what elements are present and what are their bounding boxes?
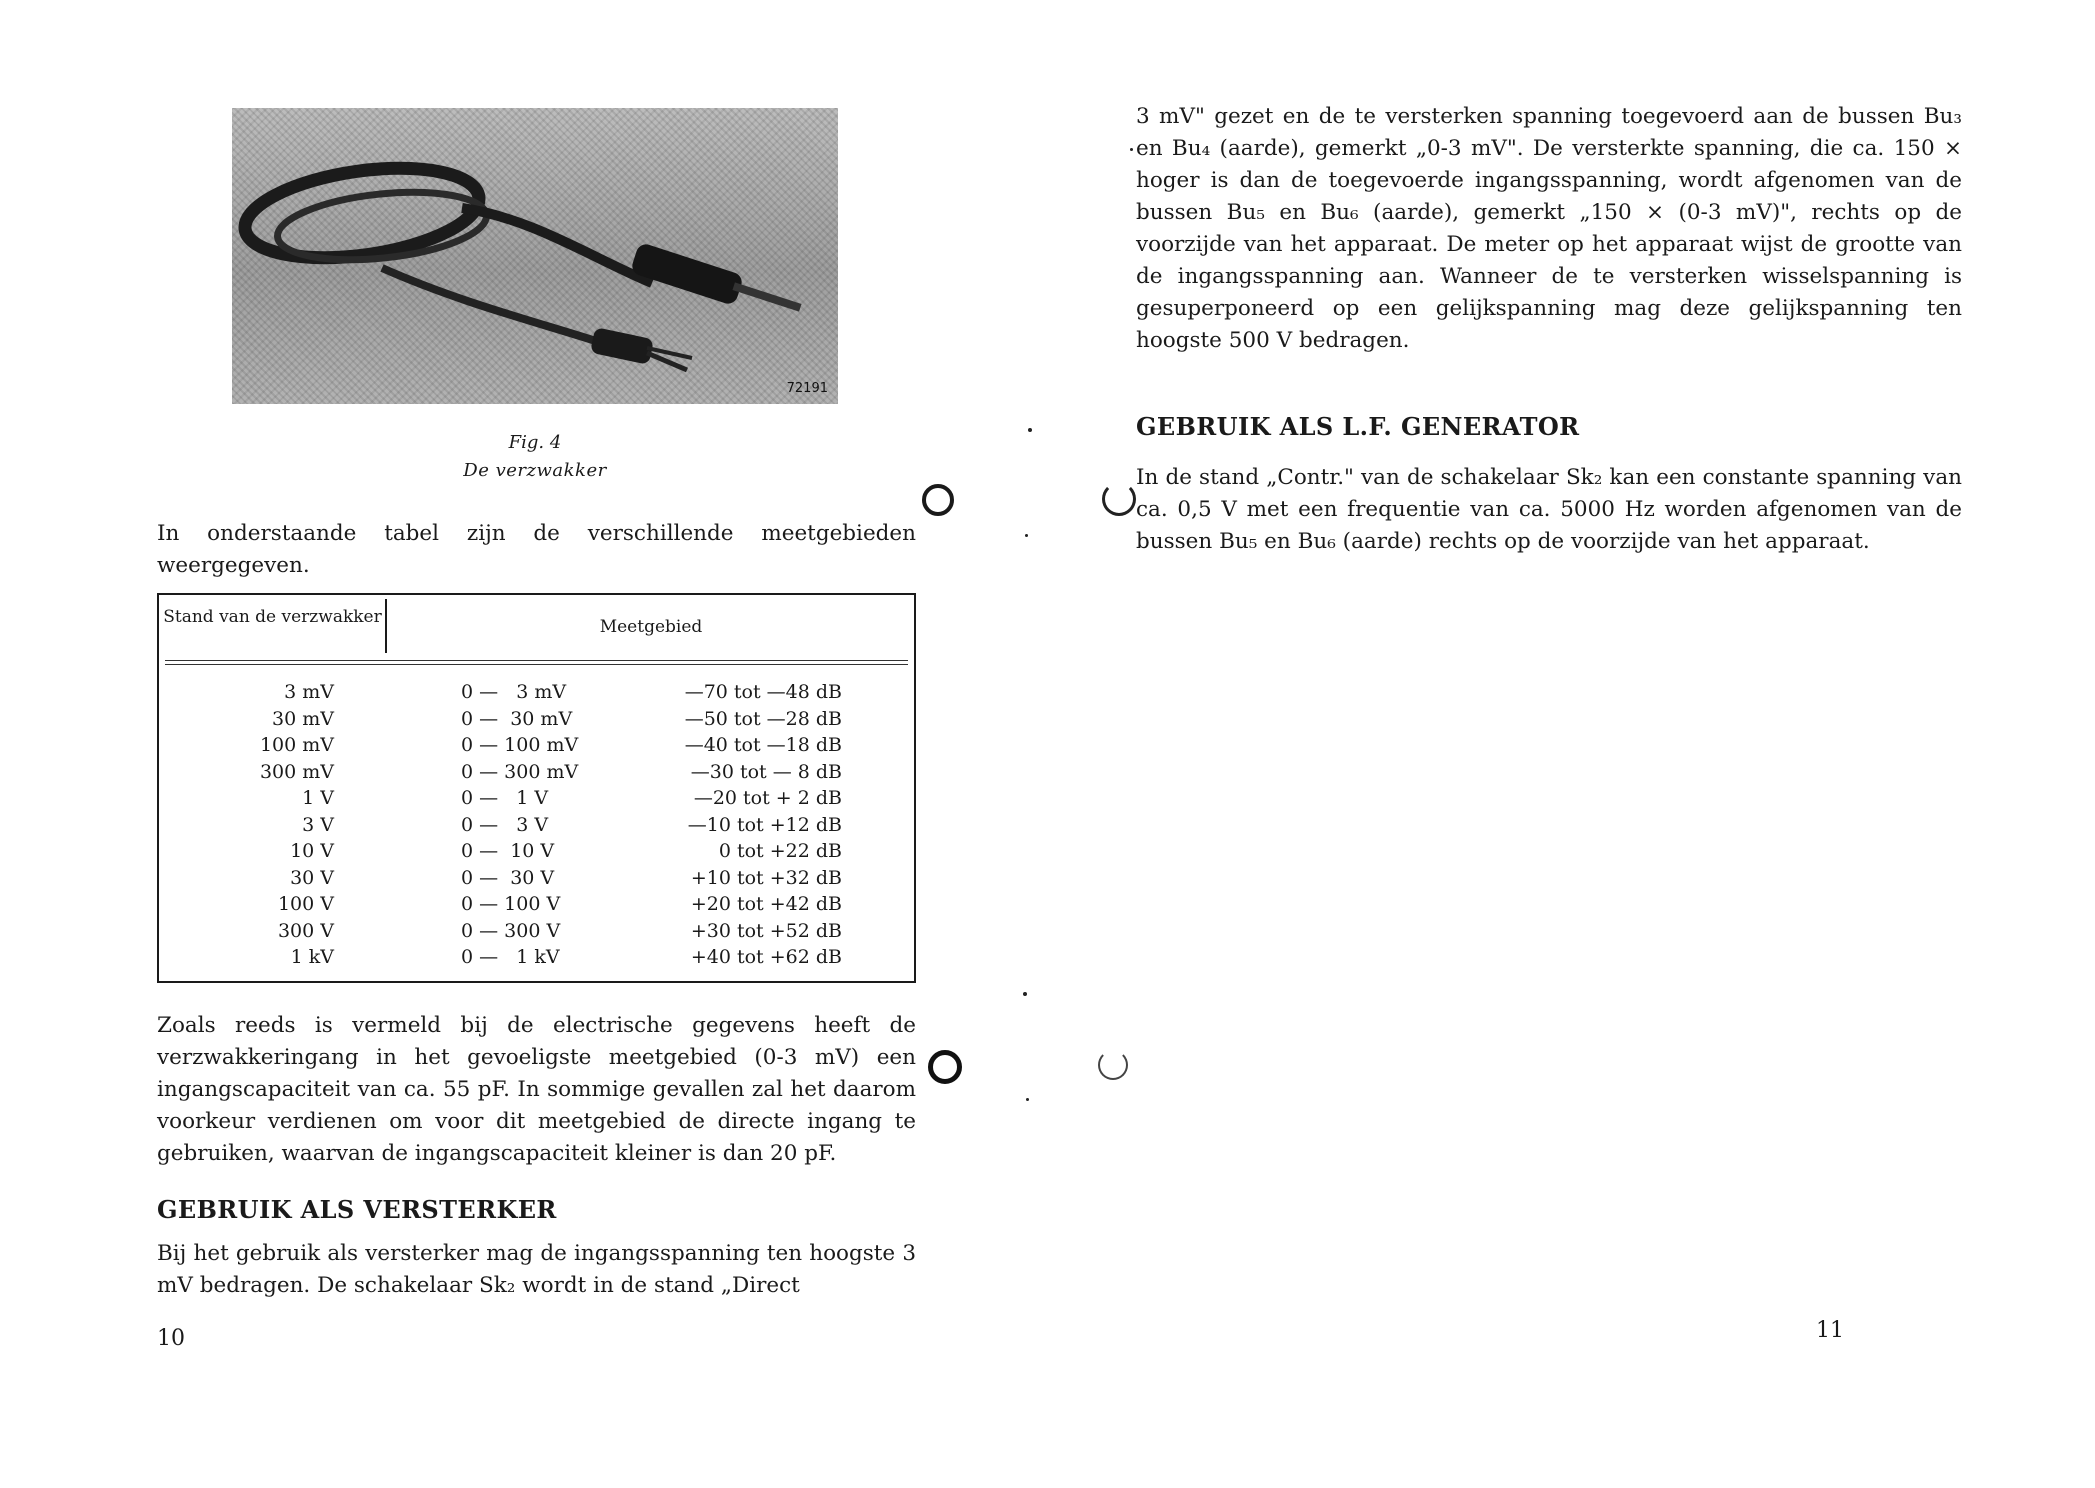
cell-db: —20 tot + 2 dB [693,787,842,809]
table-row [159,865,914,892]
cell-range: 0 — 3 mV [461,681,567,703]
scan-speck [1025,534,1028,537]
table-header-stand: Stand van de verzwakker [163,607,382,627]
table-row [159,812,914,839]
cell-db: —40 tot —18 dB [684,734,842,756]
page-number-right: 11 [1816,1318,1844,1343]
cell-range: 0 — 300 mV [461,760,579,783]
cell-db: +40 tot +62 dB [690,946,842,968]
cell-stand: 10 V [290,840,334,862]
table-row [159,732,914,759]
table-header-meetgebied: Meetgebied [599,617,703,637]
left-page [0,0,1030,1488]
section-heading-generator: GEBRUIK ALS L.F. GENERATOR [1136,412,1580,441]
header-rule [165,660,908,661]
cell-db: —50 tot —28 dB [684,707,842,730]
cell-stand: 3 mV [284,681,334,703]
table-row [159,759,914,786]
cell-db: —10 tot +12 dB [687,813,842,836]
cell-range: 0 — 10 V [461,840,555,862]
header-divider [385,599,387,653]
cell-range: 0 — 100 mV [461,734,579,756]
cell-db: 0 tot +22 dB [718,840,842,862]
cell-stand: 1 kV [290,946,334,968]
cell-stand: 30 V [290,866,334,889]
section-heading-amplifier: GEBRUIK ALS VERSTERKER [157,1195,557,1224]
cell-range: 0 — 100 V [461,893,561,915]
binding-hole-icon [1102,482,1136,516]
cell-db: +10 tot +32 dB [690,866,842,889]
scan-speck [1028,428,1032,432]
cell-range: 0 — 30 mV [461,707,573,730]
cell-stand: 30 mV [272,707,334,730]
scan-speck [1023,992,1027,996]
binding-hole-icon [1098,1050,1128,1080]
table-row [159,706,914,733]
binding-hole-icon [928,1050,962,1084]
cell-db: +20 tot +42 dB [690,893,842,915]
table-row [159,891,914,918]
table-body [159,679,914,971]
cell-range: 0 — 1 kV [461,946,560,968]
page-number-left: 10 [157,1326,185,1351]
cell-db: —70 tot —48 dB [684,681,842,703]
cell-stand: 100 mV [259,734,334,756]
amplifier-paragraph: Bij het gebruik als versterker mag de ingangsspanning ten hoogste 3 mV bedragen. De schakelaar Sk₂ wordt in de stand „Direct [157,1241,916,1298]
capacity-paragraph: Zoals reeds is vermeld bij de electrische gegevens heeft de verzwakkeringang in het gevoeligste meetgebied (0-3 mV) een ingangscapaciteit van ca. 55 pF. In sommige gevallen zal het daarom voorkeur verdienen om voor dit meetgebied de directe ingang te gebruiken, waarvan de ingangscapaciteit kleiner is dan 20 pF. [157,1013,916,1166]
measurement-ranges-table [157,593,916,983]
cell-stand: 100 V [277,893,334,915]
cell-db: +30 tot +52 dB [690,919,842,942]
probe-cable-illustration [232,108,838,404]
generator-paragraph: In de stand „Contr." van de schakelaar Sk₂ kan een constante spanning van ca. 0,5 V met een frequentie van ca. 5000 Hz worden afgenomen van de bussen Bu₅ en Bu₆ (aarde) rechts op de voorzijde van het apparaat. [1136,465,1962,554]
scan-speck [1026,1098,1029,1101]
table-row [159,838,914,865]
cell-range: 0 — 300 V [461,919,561,942]
photo-number: 72191 [786,381,828,396]
table-row [159,944,914,971]
cell-range: 0 — 1 V [461,787,549,809]
continuation-paragraph: 3 mV" gezet en de te versterken spanning toegevoerd aan de bussen Bu₃ en Bu₄ (aarde), gemerkt „0-3 mV". De versterkte spanning, die ca. 150 × hoger is dan de toegevoerde ingangsspanning, wordt afgenomen van de bussen Bu₅ en Bu₆ (aarde), gemerkt „150 × (0-3 mV)", rechts op de voorzijde van het apparaat. De meter op het apparaat wijst de grootte van de ingangsspanning aan. Wanneer de te versterken wisselspanning is gesuperponeerd op een gelijkspanning mag deze gelijkspanning ten hoogste 500 V bedragen. [1136,104,1962,353]
scan-speck [1130,148,1133,151]
header-rule [165,664,908,665]
right-page [1060,0,2095,1488]
cell-range: 0 — 3 V [461,813,549,836]
cell-stand: 3 V [302,813,334,836]
cell-range: 0 — 30 V [461,866,555,889]
table-row [159,679,914,706]
cell-stand: 300 V [277,919,334,942]
cell-stand: 1 V [302,787,334,809]
table-row [159,918,914,945]
binding-hole-icon [922,484,954,516]
figure-number: Fig. 4 [508,432,562,453]
intro-paragraph: In onderstaande tabel zijn de verschillende meetgebieden weergegeven. [157,521,916,578]
cell-db: —30 tot — 8 dB [690,760,842,783]
attenuator-photo [232,108,838,404]
table-row [159,785,914,812]
figure-caption: De verzwakker [463,460,607,481]
cell-stand: 300 mV [259,760,334,783]
